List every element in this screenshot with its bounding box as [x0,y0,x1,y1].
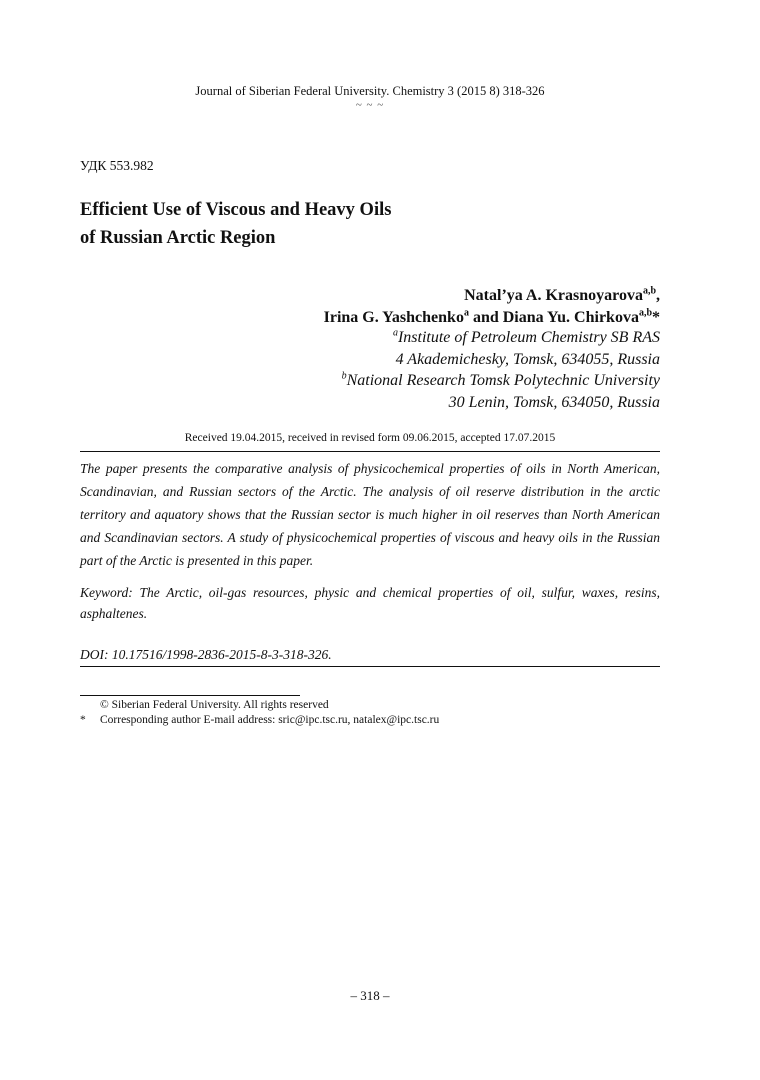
affiliation-b-address: 30 Lenin, Tomsk, 634050, Russia [448,393,660,411]
author-affil-sup: a [463,307,469,319]
corresponding-mark: * [652,309,660,326]
affiliation-sup: a [392,327,398,339]
authors-line-2 [324,307,660,329]
divider-bottom [80,666,660,667]
divider-top [80,451,660,452]
author-name: Natal’ya A. Krasnoyarova [464,287,643,304]
authors-line-1 [324,285,660,307]
footnotes [80,698,439,728]
author-connector: and Diana Yu. Chirkova [468,309,639,326]
title-line-1: Efficient Use of Viscous and Heavy Oils [80,200,392,220]
author-name: Irina G. Yashchenko [323,309,464,326]
paper-title [80,196,391,252]
title-line-2: of Russian Arctic Region [80,228,276,248]
affiliation-sup: b [341,370,347,382]
journal-header: Journal of Siberian Federal University. Chemistry 3 (2015 8) 318-326 [195,84,545,98]
udk-code: УДК 553.982 [80,158,154,173]
corresponding-note: * Corresponding author E-mail address: sric@ipc.tsc.ru, natalex@ipc.tsc.ru [80,714,440,726]
authors-block [324,285,660,329]
author-affil-sup: a,b [642,285,656,297]
author-separator: , [656,287,660,304]
affiliation-b-name: $^b$National Research Tomsk Polytechnic University [341,370,660,389]
affiliation-a-name: $^a$Institute of Petroleum Chemistry SB RAS [392,327,660,346]
received-dates: Received 19.04.2015, received in revised form 09.06.2015, accepted 17.07.2015 [184,432,556,444]
affiliations-block [342,327,660,413]
copyright-note: © Siberian Federal University. All rights reserved [100,699,329,711]
footnote-divider [80,695,300,696]
doi: DOI: 10.17516/1998-2836-2015-8-3-318-326. [80,647,332,662]
keywords: Keyword: The Arctic, oil-gas resources, physic and chemical properties of oil, sulfur, waxes, resins, asphaltenes. [80,585,660,621]
header-separator: ~ ~ ~ [355,99,385,111]
affiliation-a-address: 4 Akademichesky, Tomsk, 634055, Russia [395,350,660,368]
abstract: The paper presents the comparative analysis of physicochemical properties of oils in North American, Scandinavian, and Russian sectors of the Arctic. The analysis of oil reserve distribution in the arctic territory and aquatory shows that the Russian sector is much higher in oil reserves than North American and Scandinavian sectors. A study of physicochemical properties of viscous and heavy oils in the Russian part of the Arctic is presented in this paper. [80,461,660,568]
page-number: – 318 – [350,988,390,1003]
author-affil-sup: a,b [638,307,652,319]
footnote-mark: * [80,714,86,726]
